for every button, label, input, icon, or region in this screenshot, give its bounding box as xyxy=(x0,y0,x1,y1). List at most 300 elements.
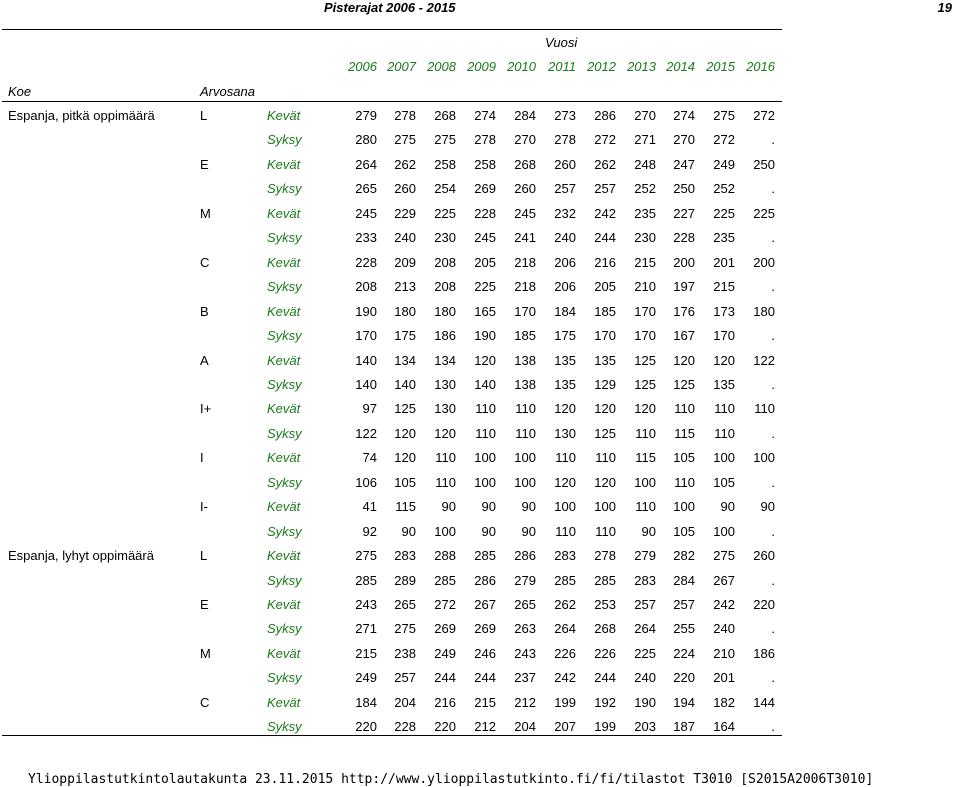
year-header: 2006 xyxy=(348,59,377,74)
score-cell: 140 xyxy=(474,377,496,392)
score-cell: 170 xyxy=(713,328,735,343)
score-cell: 271 xyxy=(634,132,656,147)
score-cell: 224 xyxy=(673,646,695,661)
table-row xyxy=(0,401,780,425)
score-cell: 200 xyxy=(753,255,775,270)
season-cell: Syksy xyxy=(267,181,302,196)
score-cell: 105 xyxy=(713,475,735,490)
score-cell: 110 xyxy=(515,426,536,441)
score-cell: 284 xyxy=(514,108,536,123)
score-cell: 244 xyxy=(594,670,616,685)
score-cell: 205 xyxy=(594,279,616,294)
season-cell: Syksy xyxy=(267,132,302,147)
score-cell: 90 xyxy=(641,524,656,539)
score-cell: 269 xyxy=(474,181,496,196)
score-cell: 278 xyxy=(594,548,616,563)
score-cell: 220 xyxy=(753,597,775,612)
table-row xyxy=(0,206,780,230)
score-cell: 240 xyxy=(554,230,576,245)
score-cell: 244 xyxy=(434,670,456,685)
score-cell: 279 xyxy=(634,548,656,563)
season-cell: Kevät xyxy=(267,157,301,172)
score-cell: 120 xyxy=(673,353,695,368)
score-cell: 110 xyxy=(635,499,656,514)
score-cell: 165 xyxy=(474,304,496,319)
score-cell: 225 xyxy=(434,206,456,221)
score-cell: 170 xyxy=(594,328,616,343)
score-cell: 100 xyxy=(594,499,616,514)
arvosana-header: Arvosana xyxy=(200,84,255,99)
table-row xyxy=(0,670,780,694)
score-cell: 144 xyxy=(753,695,775,710)
score-cell: 218 xyxy=(514,279,536,294)
score-cell: 238 xyxy=(394,646,416,661)
score-cell: 120 xyxy=(634,401,656,416)
score-cell: 204 xyxy=(514,719,536,734)
score-cell: 190 xyxy=(634,695,656,710)
score-cell: 257 xyxy=(634,597,656,612)
score-cell: 105 xyxy=(394,475,416,490)
grade-cell: M xyxy=(200,646,211,661)
score-cell: 288 xyxy=(434,548,456,563)
table-row xyxy=(0,426,780,450)
table-row xyxy=(0,157,780,181)
score-cell: 125 xyxy=(634,353,656,368)
year-header: 2009 xyxy=(467,59,496,74)
score-cell: 100 xyxy=(753,450,775,465)
score-cell: 249 xyxy=(713,157,735,172)
season-cell: Syksy xyxy=(267,670,302,685)
score-cell: 122 xyxy=(355,426,377,441)
score-cell: 264 xyxy=(634,621,656,636)
score-cell: 264 xyxy=(554,621,576,636)
score-cell: 220 xyxy=(434,719,456,734)
score-cell: 246 xyxy=(474,646,496,661)
score-cell: 185 xyxy=(514,328,536,343)
score-cell: 257 xyxy=(594,181,616,196)
score-cell: 208 xyxy=(434,255,456,270)
score-cell: 135 xyxy=(554,353,576,368)
score-cell: 100 xyxy=(673,499,695,514)
score-cell: 74 xyxy=(362,450,377,465)
score-cell: 140 xyxy=(355,353,377,368)
score-cell: 267 xyxy=(474,597,496,612)
score-cell: 270 xyxy=(634,108,656,123)
score-cell: 110 xyxy=(674,401,695,416)
grade-cell: I xyxy=(200,450,204,465)
score-cell: 129 xyxy=(594,377,616,392)
score-cell: 125 xyxy=(634,377,656,392)
year-header: 2015 xyxy=(706,59,735,74)
score-cell: 206 xyxy=(554,279,576,294)
score-cell: 285 xyxy=(554,573,576,588)
score-cell: 192 xyxy=(594,695,616,710)
score-cell: . xyxy=(771,279,775,294)
score-cell: 242 xyxy=(554,670,576,685)
score-cell: 262 xyxy=(554,597,576,612)
score-cell: 289 xyxy=(394,573,416,588)
score-cell: 284 xyxy=(673,573,695,588)
grade-cell: A xyxy=(200,353,209,368)
score-cell: 218 xyxy=(514,255,536,270)
score-cell: 212 xyxy=(474,719,496,734)
score-cell: 110 xyxy=(635,426,656,441)
score-cell: 97 xyxy=(362,401,377,416)
score-cell: 265 xyxy=(355,181,377,196)
score-cell: 100 xyxy=(713,524,735,539)
score-cell: 120 xyxy=(554,475,576,490)
score-cell: 283 xyxy=(394,548,416,563)
score-cell: . xyxy=(771,377,775,392)
score-cell: 265 xyxy=(514,597,536,612)
score-cell: 263 xyxy=(514,621,536,636)
score-cell: 216 xyxy=(434,695,456,710)
score-cell: 105 xyxy=(673,524,695,539)
score-cell: 184 xyxy=(355,695,377,710)
score-cell: 252 xyxy=(713,181,735,196)
table-row xyxy=(0,719,780,743)
year-header: 2010 xyxy=(507,59,536,74)
score-cell: 286 xyxy=(594,108,616,123)
score-cell: 190 xyxy=(474,328,496,343)
score-cell: 120 xyxy=(594,475,616,490)
score-cell: 110 xyxy=(555,524,576,539)
year-header: 2014 xyxy=(666,59,695,74)
score-cell: 268 xyxy=(594,621,616,636)
table-row xyxy=(0,524,780,548)
season-cell: Syksy xyxy=(267,426,302,441)
table-row xyxy=(0,499,780,523)
score-cell: 258 xyxy=(434,157,456,172)
score-cell: 250 xyxy=(753,157,775,172)
score-cell: 265 xyxy=(394,597,416,612)
score-cell: 134 xyxy=(394,353,416,368)
score-cell: 240 xyxy=(713,621,735,636)
score-cell: 245 xyxy=(514,206,536,221)
score-cell: 232 xyxy=(554,206,576,221)
score-cell: 280 xyxy=(355,132,377,147)
score-cell: 110 xyxy=(435,475,456,490)
season-cell: Syksy xyxy=(267,573,302,588)
score-cell: 185 xyxy=(594,304,616,319)
score-cell: 283 xyxy=(634,573,656,588)
grade-cell: I- xyxy=(200,499,208,514)
grade-cell: C xyxy=(200,695,210,710)
score-cell: 216 xyxy=(594,255,616,270)
score-cell: 212 xyxy=(514,695,536,710)
score-cell: 201 xyxy=(713,670,735,685)
score-cell: 170 xyxy=(514,304,536,319)
score-cell: 260 xyxy=(514,181,536,196)
table-row xyxy=(0,328,780,352)
score-cell: 135 xyxy=(554,377,576,392)
score-cell: 110 xyxy=(714,401,735,416)
score-cell: 182 xyxy=(713,695,735,710)
score-cell: 170 xyxy=(634,328,656,343)
score-cell: 90 xyxy=(521,524,536,539)
score-cell: 175 xyxy=(394,328,416,343)
season-cell: Kevät xyxy=(267,255,301,270)
score-cell: 100 xyxy=(434,524,456,539)
score-cell: 272 xyxy=(753,108,775,123)
grade-cell: B xyxy=(200,304,209,319)
season-cell: Kevät xyxy=(267,499,301,514)
score-cell: 204 xyxy=(394,695,416,710)
score-cell: 110 xyxy=(515,401,536,416)
season-cell: Kevät xyxy=(267,353,301,368)
score-cell: 233 xyxy=(355,230,377,245)
score-cell: 125 xyxy=(594,426,616,441)
score-cell: 215 xyxy=(634,255,656,270)
score-cell: 260 xyxy=(394,181,416,196)
score-cell: 180 xyxy=(434,304,456,319)
season-cell: Kevät xyxy=(267,646,301,661)
score-cell: 176 xyxy=(673,304,695,319)
score-cell: . xyxy=(771,719,775,734)
score-cell: 228 xyxy=(394,719,416,734)
table-row xyxy=(0,353,780,377)
score-cell: 267 xyxy=(713,573,735,588)
season-cell: Kevät xyxy=(267,304,301,319)
score-cell: 243 xyxy=(514,646,536,661)
score-cell: 282 xyxy=(673,548,695,563)
table-row xyxy=(0,255,780,279)
score-cell: 120 xyxy=(713,353,735,368)
score-cell: 140 xyxy=(355,377,377,392)
score-cell: 90 xyxy=(481,524,496,539)
score-cell: 272 xyxy=(594,132,616,147)
score-cell: 209 xyxy=(394,255,416,270)
grade-cell: M xyxy=(200,206,211,221)
score-cell: 120 xyxy=(394,450,416,465)
score-cell: 208 xyxy=(434,279,456,294)
score-cell: 244 xyxy=(474,670,496,685)
score-cell: 260 xyxy=(554,157,576,172)
score-cell: 275 xyxy=(713,548,735,563)
season-cell: Kevät xyxy=(267,597,301,612)
score-cell: 249 xyxy=(355,670,377,685)
score-cell: 90 xyxy=(521,499,536,514)
score-cell: 268 xyxy=(514,157,536,172)
score-cell: 110 xyxy=(595,524,616,539)
score-cell: 278 xyxy=(394,108,416,123)
score-cell: 235 xyxy=(634,206,656,221)
score-cell: 258 xyxy=(474,157,496,172)
score-cell: 110 xyxy=(555,450,576,465)
score-cell: 220 xyxy=(355,719,377,734)
table-row xyxy=(0,597,780,621)
table-row xyxy=(0,304,780,328)
season-cell: Kevät xyxy=(267,206,301,221)
score-cell: 278 xyxy=(554,132,576,147)
score-cell: . xyxy=(771,670,775,685)
score-cell: 199 xyxy=(594,719,616,734)
score-cell: 275 xyxy=(713,108,735,123)
season-cell: Kevät xyxy=(267,548,301,563)
score-cell: 272 xyxy=(713,132,735,147)
season-cell: Syksy xyxy=(267,279,302,294)
score-cell: 264 xyxy=(355,157,377,172)
score-cell: 190 xyxy=(355,304,377,319)
score-cell: 207 xyxy=(554,719,576,734)
vuosi-label: Vuosi xyxy=(545,35,578,50)
score-cell: 180 xyxy=(753,304,775,319)
koe-cell: Espanja, lyhyt oppimäärä xyxy=(8,548,154,563)
score-cell: 253 xyxy=(594,597,616,612)
score-cell: 228 xyxy=(673,230,695,245)
score-cell: 90 xyxy=(441,499,456,514)
header-rule xyxy=(2,101,782,102)
score-cell: 269 xyxy=(474,621,496,636)
score-cell: 110 xyxy=(595,450,616,465)
score-cell: 122 xyxy=(753,353,775,368)
score-cell: 275 xyxy=(355,548,377,563)
score-cell: . xyxy=(771,621,775,636)
score-cell: 240 xyxy=(394,230,416,245)
score-cell: 242 xyxy=(594,206,616,221)
score-cell: 100 xyxy=(514,475,536,490)
score-cell: 273 xyxy=(554,108,576,123)
score-cell: 205 xyxy=(474,255,496,270)
score-cell: 105 xyxy=(673,450,695,465)
score-cell: 285 xyxy=(434,573,456,588)
score-cell: . xyxy=(771,573,775,588)
score-cell: 197 xyxy=(673,279,695,294)
score-cell: 125 xyxy=(673,377,695,392)
score-cell: 173 xyxy=(713,304,735,319)
score-cell: 90 xyxy=(720,499,735,514)
score-cell: 130 xyxy=(554,426,576,441)
score-cell: 140 xyxy=(394,377,416,392)
score-cell: 110 xyxy=(674,475,695,490)
score-cell: 110 xyxy=(754,401,775,416)
score-cell: 110 xyxy=(714,426,735,441)
score-cell: 225 xyxy=(713,206,735,221)
score-cell: 226 xyxy=(594,646,616,661)
score-cell: 215 xyxy=(713,279,735,294)
page-title: Pisterajat 2006 - 2015 xyxy=(324,0,456,15)
table-row xyxy=(0,695,780,719)
score-cell: 230 xyxy=(434,230,456,245)
score-cell: 170 xyxy=(355,328,377,343)
score-cell: 225 xyxy=(474,279,496,294)
score-cell: 250 xyxy=(673,181,695,196)
year-header: 2008 xyxy=(427,59,456,74)
score-cell: 100 xyxy=(713,450,735,465)
score-cell: 278 xyxy=(474,132,496,147)
score-cell: 115 xyxy=(674,426,695,441)
table-row xyxy=(0,475,780,499)
score-cell: 215 xyxy=(355,646,377,661)
score-cell: 134 xyxy=(434,353,456,368)
score-cell: 180 xyxy=(394,304,416,319)
score-cell: . xyxy=(771,524,775,539)
score-cell: 164 xyxy=(713,719,735,734)
grade-cell: E xyxy=(200,157,209,172)
score-cell: 115 xyxy=(635,450,656,465)
season-cell: Kevät xyxy=(267,108,301,123)
score-cell: 285 xyxy=(355,573,377,588)
score-cell: 257 xyxy=(673,597,695,612)
score-cell: 262 xyxy=(394,157,416,172)
grade-cell: C xyxy=(200,255,210,270)
score-cell: 279 xyxy=(355,108,377,123)
table-row xyxy=(0,230,780,254)
score-cell: 138 xyxy=(514,377,536,392)
score-cell: 279 xyxy=(514,573,536,588)
season-cell: Syksy xyxy=(267,524,302,539)
score-cell: 229 xyxy=(394,206,416,221)
score-cell: 110 xyxy=(475,426,496,441)
bottom-rule xyxy=(2,735,782,736)
year-header: 2013 xyxy=(627,59,656,74)
score-cell: 262 xyxy=(594,157,616,172)
koe-header: Koe xyxy=(8,84,32,99)
score-cell: 90 xyxy=(481,499,496,514)
score-cell: . xyxy=(771,328,775,343)
score-cell: 135 xyxy=(713,377,735,392)
score-cell: 270 xyxy=(673,132,695,147)
score-cell: 203 xyxy=(634,719,656,734)
score-cell: 41 xyxy=(362,499,377,514)
score-cell: 92 xyxy=(362,524,377,539)
score-cell: 225 xyxy=(753,206,775,221)
score-cell: 200 xyxy=(673,255,695,270)
grade-cell: E xyxy=(200,597,209,612)
score-cell: 90 xyxy=(760,499,775,514)
score-cell: 170 xyxy=(634,304,656,319)
season-cell: Kevät xyxy=(267,450,301,465)
table-row xyxy=(0,621,780,645)
score-cell: 283 xyxy=(554,548,576,563)
page-header xyxy=(0,0,960,16)
year-header: 2007 xyxy=(387,59,416,74)
grade-cell: I+ xyxy=(200,401,212,416)
table-row xyxy=(0,181,780,205)
score-cell: 252 xyxy=(634,181,656,196)
score-cell: 286 xyxy=(514,548,536,563)
score-cell: 257 xyxy=(394,670,416,685)
score-cell: 268 xyxy=(434,108,456,123)
score-cell: 230 xyxy=(634,230,656,245)
score-cell: 206 xyxy=(554,255,576,270)
score-cell: 244 xyxy=(594,230,616,245)
score-cell: . xyxy=(771,426,775,441)
score-cell: 130 xyxy=(434,377,456,392)
season-cell: Syksy xyxy=(267,621,302,636)
year-header: 2011 xyxy=(548,59,576,74)
season-cell: Syksy xyxy=(267,230,302,245)
score-cell: 228 xyxy=(355,255,377,270)
score-cell: 120 xyxy=(594,401,616,416)
score-cell: 245 xyxy=(474,230,496,245)
score-cell: 286 xyxy=(474,573,496,588)
score-cell: 245 xyxy=(355,206,377,221)
footer-text: Ylioppilastutkintolautakunta 23.11.2015 http://www.ylioppilastutkinto.fi/fi/tilastot T3010 [S2015A2006T3010] xyxy=(28,772,874,787)
score-cell: 269 xyxy=(434,621,456,636)
score-cell: 194 xyxy=(673,695,695,710)
score-cell: 272 xyxy=(434,597,456,612)
score-cell: 208 xyxy=(355,279,377,294)
score-cell: 199 xyxy=(554,695,576,710)
score-cell: 90 xyxy=(401,524,416,539)
score-cell: 100 xyxy=(474,475,496,490)
score-cell: 285 xyxy=(474,548,496,563)
score-cell: 241 xyxy=(514,230,536,245)
score-cell: 138 xyxy=(514,353,536,368)
score-cell: 271 xyxy=(355,621,377,636)
season-cell: Syksy xyxy=(267,719,302,734)
